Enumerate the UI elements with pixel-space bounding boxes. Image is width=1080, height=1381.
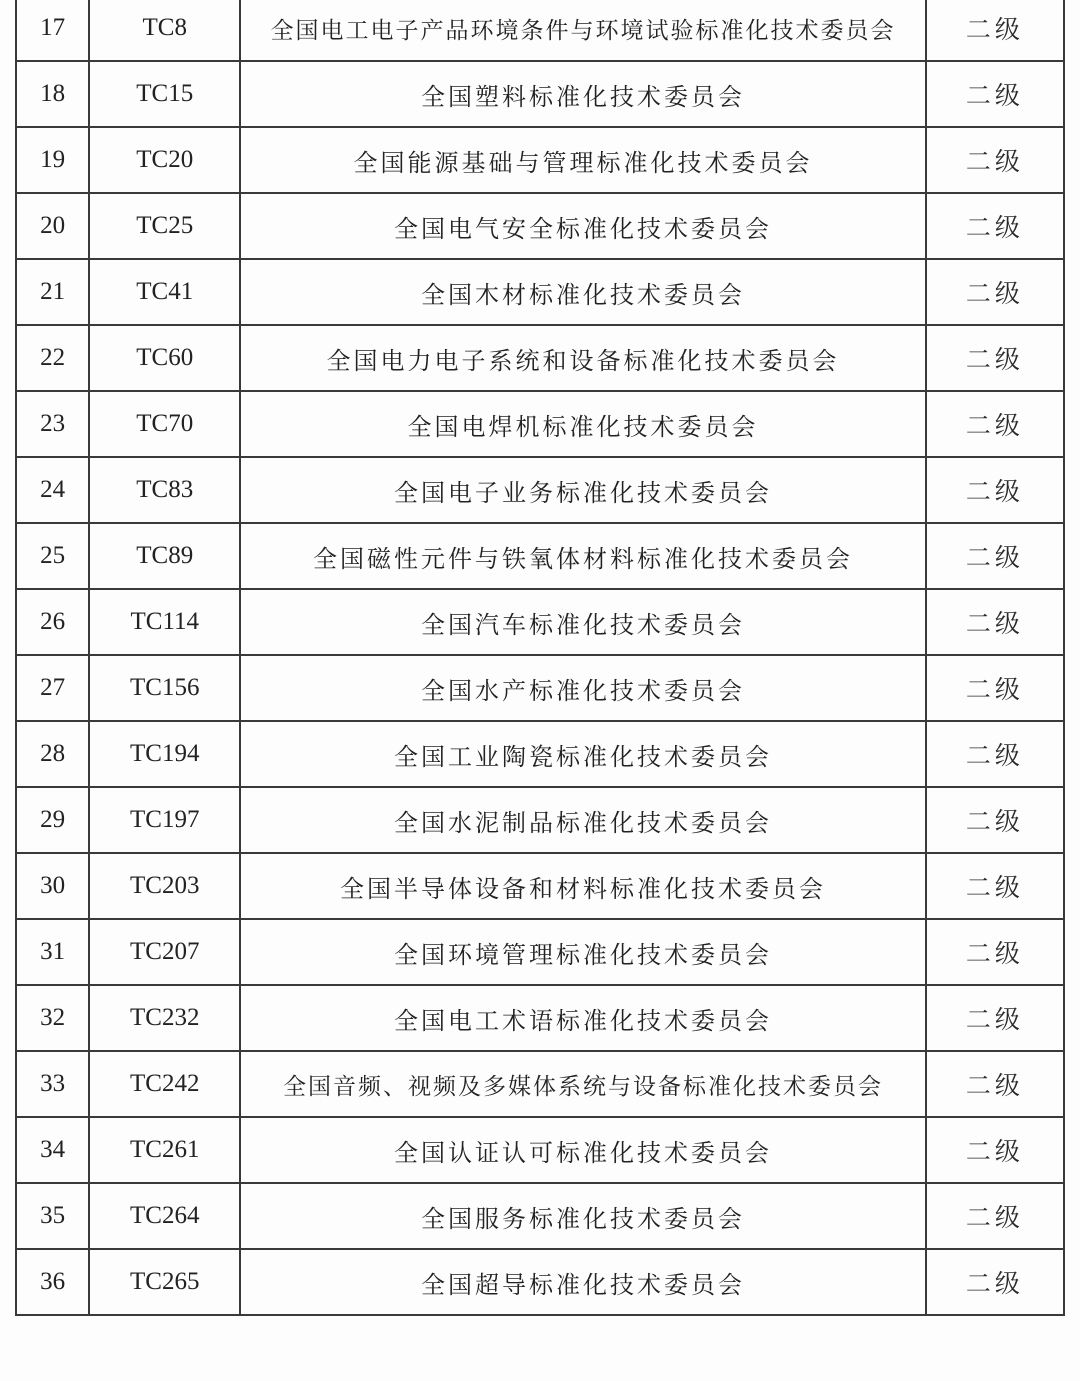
- committee-level-cell: 二级: [926, 325, 1064, 391]
- committee-level-cell: 二级: [926, 0, 1064, 61]
- committee-name-cell: 全国认证认可标准化技术委员会: [240, 1117, 925, 1183]
- row-index-cell: 18: [16, 61, 89, 127]
- committee-code-cell: TC232: [89, 985, 240, 1051]
- committee-level-cell: 二级: [926, 1051, 1064, 1117]
- table-row: [16, 1117, 1064, 1183]
- table-row: [16, 985, 1064, 1051]
- table-row: [16, 655, 1064, 721]
- row-index-cell: 34: [16, 1117, 89, 1183]
- committee-level-cell: 二级: [926, 193, 1064, 259]
- committee-code-cell: TC83: [89, 457, 240, 523]
- committee-name-cell: 全国能源基础与管理标准化技术委员会: [240, 127, 925, 193]
- committee-code-cell: TC60: [89, 325, 240, 391]
- committee-code-cell: TC264: [89, 1183, 240, 1249]
- committee-name-cell: 全国电焊机标准化技术委员会: [240, 391, 925, 457]
- table-row: [16, 61, 1064, 127]
- committee-level-cell: 二级: [926, 457, 1064, 523]
- committee-level-cell: 二级: [926, 919, 1064, 985]
- committee-name-cell: 全国服务标准化技术委员会: [240, 1183, 925, 1249]
- row-index-cell: 31: [16, 919, 89, 985]
- committee-level-cell: 二级: [926, 391, 1064, 457]
- committee-name-cell: 全国水泥制品标准化技术委员会: [240, 787, 925, 853]
- table-row: [16, 391, 1064, 457]
- committee-table-body: [16, 0, 1064, 1315]
- committee-name-cell: 全国电气安全标准化技术委员会: [240, 193, 925, 259]
- committee-level-cell: 二级: [926, 721, 1064, 787]
- row-index-cell: 24: [16, 457, 89, 523]
- table-row: [16, 1051, 1064, 1117]
- committee-code-cell: TC114: [89, 589, 240, 655]
- committee-level-cell: 二级: [926, 1249, 1064, 1315]
- row-index-cell: 21: [16, 259, 89, 325]
- committee-level-cell: 二级: [926, 61, 1064, 127]
- committee-level-cell: 二级: [926, 985, 1064, 1051]
- committee-code-cell: TC203: [89, 853, 240, 919]
- row-index-cell: 30: [16, 853, 89, 919]
- row-index-cell: 29: [16, 787, 89, 853]
- committee-level-cell: 二级: [926, 589, 1064, 655]
- committee-level-cell: 二级: [926, 259, 1064, 325]
- table-row: [16, 721, 1064, 787]
- committee-level-cell: 二级: [926, 1183, 1064, 1249]
- table-row: [16, 523, 1064, 589]
- committee-level-cell: 二级: [926, 853, 1064, 919]
- committee-name-cell: 全国音频、视频及多媒体系统与设备标准化技术委员会: [240, 1051, 925, 1117]
- row-index-cell: 36: [16, 1249, 89, 1315]
- table-row: [16, 919, 1064, 985]
- committee-level-cell: 二级: [926, 1117, 1064, 1183]
- row-index-cell: 20: [16, 193, 89, 259]
- row-index-cell: 27: [16, 655, 89, 721]
- committee-name-cell: 全国电子业务标准化技术委员会: [240, 457, 925, 523]
- row-index-cell: 19: [16, 127, 89, 193]
- table-row: [16, 193, 1064, 259]
- committee-name-cell: 全国水产标准化技术委员会: [240, 655, 925, 721]
- table-row: [16, 1183, 1064, 1249]
- committee-level-cell: 二级: [926, 787, 1064, 853]
- committee-code-cell: TC207: [89, 919, 240, 985]
- committee-name-cell: 全国半导体设备和材料标准化技术委员会: [240, 853, 925, 919]
- table-row: [16, 0, 1064, 61]
- committee-name-cell: 全国电工电子产品环境条件与环境试验标准化技术委员会: [240, 0, 925, 61]
- committee-name-cell: 全国电力电子系统和设备标准化技术委员会: [240, 325, 925, 391]
- table-row: [16, 457, 1064, 523]
- committee-code-cell: TC242: [89, 1051, 240, 1117]
- row-index-cell: 23: [16, 391, 89, 457]
- table-row: [16, 1249, 1064, 1315]
- committee-code-cell: TC194: [89, 721, 240, 787]
- committee-code-cell: TC70: [89, 391, 240, 457]
- committee-name-cell: 全国汽车标准化技术委员会: [240, 589, 925, 655]
- row-index-cell: 22: [16, 325, 89, 391]
- committee-level-cell: 二级: [926, 127, 1064, 193]
- committee-name-cell: 全国工业陶瓷标准化技术委员会: [240, 721, 925, 787]
- row-index-cell: 32: [16, 985, 89, 1051]
- committee-code-cell: TC41: [89, 259, 240, 325]
- committee-name-cell: 全国环境管理标准化技术委员会: [240, 919, 925, 985]
- committee-level-cell: 二级: [926, 655, 1064, 721]
- table-row: [16, 853, 1064, 919]
- committee-code-cell: TC89: [89, 523, 240, 589]
- row-index-cell: 25: [16, 523, 89, 589]
- committee-code-cell: TC20: [89, 127, 240, 193]
- committee-name-cell: 全国电工术语标准化技术委员会: [240, 985, 925, 1051]
- row-index-cell: 17: [16, 0, 89, 61]
- committee-name-cell: 全国木材标准化技术委员会: [240, 259, 925, 325]
- committee-code-cell: TC261: [89, 1117, 240, 1183]
- committee-code-cell: TC197: [89, 787, 240, 853]
- committee-code-cell: TC156: [89, 655, 240, 721]
- committee-code-cell: TC15: [89, 61, 240, 127]
- table-row: [16, 589, 1064, 655]
- committee-table: [15, 0, 1065, 1316]
- committee-code-cell: TC265: [89, 1249, 240, 1315]
- table-row: [16, 325, 1064, 391]
- table-row: [16, 127, 1064, 193]
- committee-name-cell: 全国塑料标准化技术委员会: [240, 61, 925, 127]
- committee-name-cell: 全国磁性元件与铁氧体材料标准化技术委员会: [240, 523, 925, 589]
- committee-level-cell: 二级: [926, 523, 1064, 589]
- row-index-cell: 35: [16, 1183, 89, 1249]
- committee-name-cell: 全国超导标准化技术委员会: [240, 1249, 925, 1315]
- row-index-cell: 33: [16, 1051, 89, 1117]
- table-row: [16, 259, 1064, 325]
- row-index-cell: 28: [16, 721, 89, 787]
- committee-code-cell: TC8: [89, 0, 240, 61]
- committee-code-cell: TC25: [89, 193, 240, 259]
- table-row: [16, 787, 1064, 853]
- row-index-cell: 26: [16, 589, 89, 655]
